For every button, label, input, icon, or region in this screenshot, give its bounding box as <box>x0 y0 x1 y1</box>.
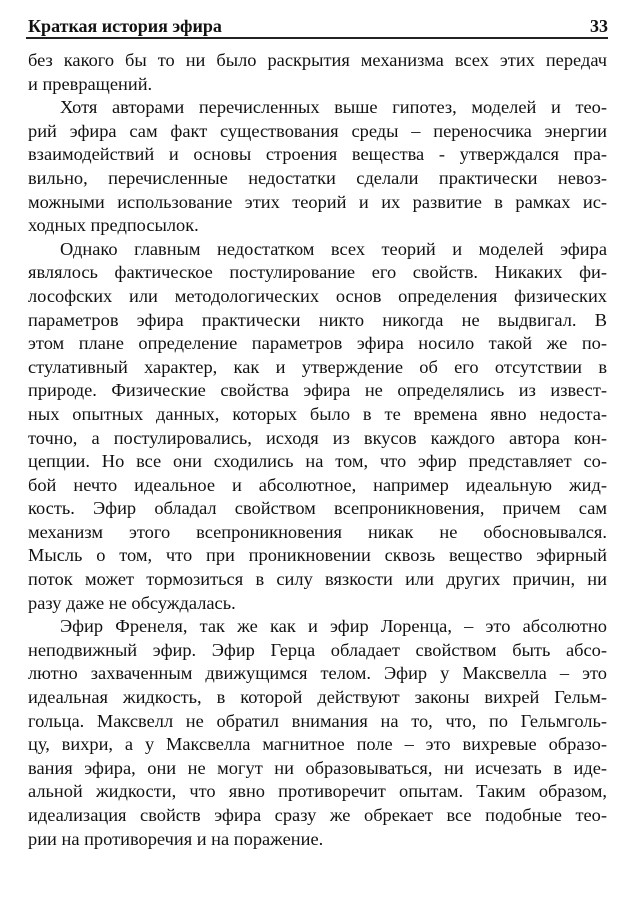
text-line: разу даже не обсуждалась. <box>28 592 236 613</box>
text-line: параметров эфира практически никто никогда не выдвигал. В <box>28 309 607 330</box>
text-line: механизм этого всепроникновения никак не обосновывался. <box>28 521 607 542</box>
text-line: кость. Эфир обладал свойством всепроникновения, причем сам <box>28 498 607 519</box>
running-title: Краткая история эфира <box>28 16 222 36</box>
text-line: лютно захваченным движущимся телом. Эфир у Максвелла – это <box>28 663 607 684</box>
text-line: ных опытных данных, которых было в те времена явно недоста- <box>28 403 607 424</box>
text-line: являлось фактическое постулирование его свойств. Никаких фи- <box>28 262 607 283</box>
text-line: альной жидкости, что явно противоречит опытам. Таким образом, <box>28 781 607 802</box>
page-number: 33 <box>590 16 608 36</box>
text-line: точно, а постулировались, исходя из вкусов каждого автора кон- <box>28 427 607 448</box>
text-line: цу, вихри, а у Максвелла магнитное поле – это вихревые образо- <box>28 734 607 755</box>
text-line: рий эфира сам факт существования среды – переносчика энергии <box>28 120 607 141</box>
text-line: идеализация свойств эфира сразу же обрекает все подобные тео- <box>28 805 607 825</box>
header-rule <box>26 37 608 39</box>
text-line: вильно, перечисленные недостатки сделали практически невоз- <box>28 167 607 188</box>
running-header <box>28 11 608 37</box>
text-line: Эфир Френеля, так же как и эфир Лоренца, – это абсолютно <box>60 616 607 637</box>
text-line: без какого бы то ни было раскрытия механизма всех этих передач <box>28 50 607 70</box>
text-line: этом плане определение параметров эфира носило такой же по- <box>28 333 607 354</box>
text-line: стулативный характер, как и утверждение об его отсутствии в <box>28 356 607 377</box>
text-line: Хотя авторами перечисленных выше гипотез, моделей и тео- <box>60 97 607 118</box>
text-line: природе. Физические свойства эфира не определялись из извест- <box>28 380 607 401</box>
text-line: цепции. Но все они сходились на том, что эфир представляет со- <box>28 451 607 472</box>
text-line: лософских или методологических основ определения физических <box>28 285 607 306</box>
text-line: можными использование этих теорий и их развитие в рамках ис- <box>28 191 607 212</box>
text-line: гольца. Максвелл не обратил внимания на то, что, по Гельмголь- <box>28 710 607 731</box>
text-line: бой нечто идеальное и абсолютное, например идеальную жид- <box>28 474 607 495</box>
text-line: взаимодействий и основы строения вещества - утверждался пра- <box>28 144 607 165</box>
body-text <box>28 49 607 851</box>
text-line: рии на противоречия и на поражение. <box>28 828 324 849</box>
text-line: и превращений. <box>28 73 153 94</box>
text-line: вания эфира, они не могут ни образовываться, ни исчезать в иде- <box>28 757 607 778</box>
text-line: поток может тормозиться в силу вязкости или других причин, ни <box>28 569 607 590</box>
text-line: Мысль о том, что при проникновении сквозь вещество эфирный <box>28 545 607 566</box>
text-line: неподвижный эфир. Эфир Герца обладает свойством быть абсо- <box>28 639 607 660</box>
text-line: Однако главным недостатком всех теорий и моделей эфира <box>60 238 607 259</box>
text-line: ходных предпосылок. <box>28 215 199 236</box>
text-line: идеальная жидкость, в которой действуют законы вихрей Гельм- <box>28 687 607 708</box>
